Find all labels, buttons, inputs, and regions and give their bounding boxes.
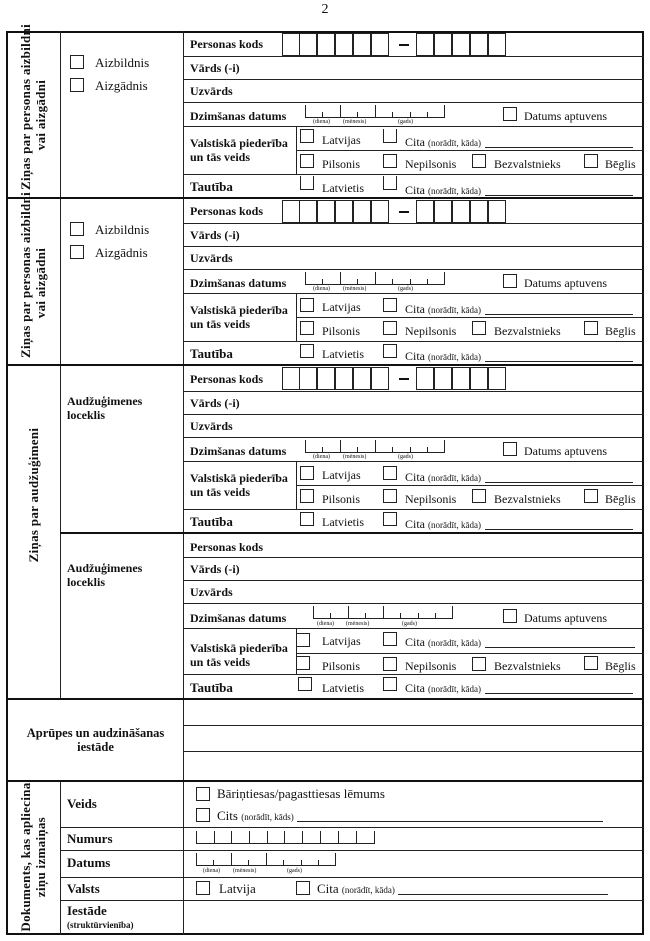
other-doc-type-field[interactable] bbox=[297, 821, 603, 822]
nationality-label: Tautība bbox=[190, 346, 233, 361]
other-nationality-field[interactable] bbox=[485, 195, 633, 196]
trustee-checkbox[interactable] bbox=[70, 245, 84, 259]
surname-label: Uzvārds bbox=[190, 585, 233, 599]
other-citizenship-checkbox[interactable] bbox=[383, 129, 397, 143]
court-decision-label: Bāriņtiesas/pagasttiesas lēmums bbox=[217, 786, 385, 801]
month-hint: (mēnesis) bbox=[343, 454, 367, 460]
surname-field[interactable] bbox=[240, 247, 640, 268]
latvian-citizenship-label: Latvijas bbox=[322, 468, 361, 482]
divider bbox=[60, 780, 61, 935]
nationality-label: Tautība bbox=[190, 680, 233, 695]
latvian-citizenship-checkbox[interactable] bbox=[300, 129, 314, 143]
care-institution-label: Aprūpes un audzināšanas iestāde bbox=[26, 726, 165, 754]
latvian-nationality-checkbox[interactable] bbox=[298, 677, 312, 691]
personal-code-label: Personas kods bbox=[190, 37, 264, 51]
divider bbox=[183, 31, 184, 935]
stateless-checkbox[interactable] bbox=[472, 657, 486, 671]
birth-date-label: Dzimšanas datums bbox=[190, 109, 287, 123]
latvian-nationality-checkbox[interactable] bbox=[300, 176, 314, 190]
other-citizenship-label: Cita (norādīt, kāda) bbox=[405, 635, 481, 649]
country-other-checkbox[interactable] bbox=[296, 881, 310, 895]
doc-institution-field[interactable] bbox=[185, 902, 642, 933]
stateless-checkbox[interactable] bbox=[472, 154, 486, 168]
doc-date-label: Datums bbox=[67, 855, 111, 870]
doc-institution-label: Iestāde (struktūrvienība) bbox=[67, 903, 134, 930]
stateless-label: Bezvalstnieks bbox=[494, 157, 561, 171]
birth-date-input[interactable] bbox=[305, 106, 445, 118]
doc-number-input[interactable] bbox=[196, 832, 375, 844]
non-citizen-checkbox[interactable] bbox=[383, 321, 397, 335]
other-nationality-checkbox[interactable] bbox=[383, 677, 397, 691]
citizenship-label: Valstiskā piederība un tās veids bbox=[190, 471, 288, 499]
month-hint: (mēnesis) bbox=[343, 119, 367, 125]
citizen-label: Pilsonis bbox=[322, 324, 361, 338]
country-other-field[interactable] bbox=[398, 894, 608, 895]
year-hint: (gads) bbox=[402, 621, 417, 627]
latvian-citizenship-label: Latvijas bbox=[322, 133, 361, 147]
other-citizenship-field[interactable] bbox=[485, 314, 633, 315]
birth-date-input[interactable] bbox=[313, 607, 453, 619]
personal-code-label: Personas kods bbox=[190, 540, 264, 554]
other-nationality-checkbox[interactable] bbox=[383, 176, 397, 190]
latvian-nationality-label: Latvietis bbox=[322, 347, 364, 361]
first-names-label: Vārds (-i) bbox=[190, 228, 240, 242]
citizenship-label: Valstiskā piederība un tās veids bbox=[190, 641, 288, 669]
other-nationality-field[interactable] bbox=[485, 529, 633, 530]
doc-type-label: Veids bbox=[67, 796, 97, 811]
country-latvia-checkbox[interactable] bbox=[196, 881, 210, 895]
doc-number-label: Numurs bbox=[67, 831, 113, 846]
day-hint: (diena) bbox=[313, 119, 330, 125]
other-nationality-label: Cita (norādīt, kāda) bbox=[405, 349, 481, 363]
date-approx-checkbox[interactable] bbox=[503, 609, 517, 623]
court-decision-checkbox[interactable] bbox=[196, 787, 210, 801]
other-citizenship-checkbox[interactable] bbox=[383, 466, 397, 480]
day-hint: (diena) bbox=[313, 454, 330, 460]
year-hint: (gads) bbox=[287, 868, 302, 874]
guardian-label: Aizbildnis bbox=[95, 222, 150, 237]
section-divider bbox=[6, 780, 644, 782]
citizen-label: Pilsonis bbox=[322, 157, 361, 171]
other-nationality-checkbox[interactable] bbox=[383, 344, 397, 358]
other-nationality-label: Cita (norādīt, kāda) bbox=[405, 517, 481, 531]
personal-code-label: Personas kods bbox=[190, 372, 264, 386]
citizenship-label: Valstiskā piederība un tās veids bbox=[190, 136, 288, 164]
care-institution-field-3[interactable] bbox=[185, 752, 642, 779]
other-citizenship-checkbox[interactable] bbox=[383, 298, 397, 312]
nationality-label: Tautība bbox=[190, 514, 233, 529]
other-nationality-checkbox[interactable] bbox=[383, 512, 397, 526]
refugee-label: Bēglis bbox=[605, 492, 636, 506]
section-divider bbox=[6, 364, 644, 366]
non-citizen-label: Nepilsonis bbox=[405, 659, 457, 673]
latvian-nationality-label: Latvietis bbox=[322, 681, 364, 695]
page-number: 2 bbox=[321, 2, 329, 17]
latvian-nationality-label: Latvietis bbox=[322, 515, 364, 529]
section-title-foster-family: Ziņas par audžuģimeni bbox=[26, 427, 41, 563]
first-names-field[interactable] bbox=[260, 392, 640, 413]
section-title-guardian-2: Ziņas par personas aizbildni vai aizgādni bbox=[18, 191, 48, 358]
other-citizenship-field[interactable] bbox=[485, 147, 633, 148]
other-doc-type-label: Cits (norādīt, kāds) bbox=[217, 808, 294, 823]
refugee-checkbox[interactable] bbox=[584, 154, 598, 168]
care-institution-field-1[interactable] bbox=[185, 700, 642, 724]
country-latvia-label: Latvija bbox=[219, 881, 256, 896]
trustee-checkbox[interactable] bbox=[70, 78, 84, 92]
non-citizen-label: Nepilsonis bbox=[405, 324, 457, 338]
surname-label: Uzvārds bbox=[190, 84, 233, 98]
doc-date-input[interactable] bbox=[196, 854, 336, 866]
year-hint: (gads) bbox=[398, 286, 413, 292]
refugee-label: Bēglis bbox=[605, 157, 636, 171]
citizen-label: Pilsonis bbox=[322, 492, 361, 506]
other-citizenship-label: Cita (norādīt, kāda) bbox=[405, 470, 481, 484]
foster-member-label: Audžuģimenes loceklis bbox=[67, 561, 143, 589]
birth-date-input[interactable] bbox=[305, 441, 445, 453]
refugee-checkbox[interactable] bbox=[584, 656, 598, 670]
trustee-label: Aizgādnis bbox=[95, 245, 148, 260]
other-nationality-field[interactable] bbox=[485, 693, 633, 694]
birth-date-label: Dzimšanas datums bbox=[190, 611, 287, 625]
trustee-label: Aizgādnis bbox=[95, 78, 148, 93]
foster-member-label: Audžuģimenes loceklis bbox=[67, 394, 143, 422]
year-hint: (gads) bbox=[398, 454, 413, 460]
section-title-guardian-1: Ziņas par personas aizbildni vai aizgādni bbox=[18, 23, 48, 190]
non-citizen-checkbox[interactable] bbox=[383, 657, 397, 671]
country-other-label: Cita (norādīt, kāda) bbox=[317, 881, 395, 896]
other-citizenship-field[interactable] bbox=[485, 482, 633, 483]
day-hint: (diena) bbox=[313, 286, 330, 292]
date-approx-checkbox[interactable] bbox=[503, 274, 517, 288]
citizen-checkbox[interactable] bbox=[300, 154, 314, 168]
personal-code-field[interactable] bbox=[280, 534, 640, 556]
first-names-label: Vārds (-i) bbox=[190, 396, 240, 410]
day-hint: (diena) bbox=[203, 868, 220, 874]
day-hint: (diena) bbox=[317, 621, 334, 627]
latvian-citizenship-checkbox[interactable] bbox=[300, 298, 314, 312]
guardian-checkbox[interactable] bbox=[70, 222, 84, 236]
non-citizen-checkbox[interactable] bbox=[383, 154, 397, 168]
doc-country-label: Valsts bbox=[67, 881, 100, 896]
latvian-citizenship-checkbox[interactable] bbox=[296, 633, 310, 647]
guardian-label: Aizbildnis bbox=[95, 55, 150, 70]
month-hint: (mēnesis) bbox=[346, 621, 370, 627]
refugee-checkbox[interactable] bbox=[584, 321, 598, 335]
date-approx-checkbox[interactable] bbox=[503, 442, 517, 456]
care-institution-field-2[interactable] bbox=[185, 726, 642, 750]
other-nationality-label: Cita (norādīt, kāda) bbox=[405, 681, 481, 695]
latvian-citizenship-checkbox[interactable] bbox=[300, 466, 314, 480]
section-title-document: Dokuments, kas apliecina ziņu izmaiņas bbox=[18, 782, 48, 932]
month-hint: (mēnesis) bbox=[343, 286, 367, 292]
birth-date-label: Dzimšanas datums bbox=[190, 444, 287, 458]
other-nationality-field[interactable] bbox=[485, 361, 633, 362]
birth-date-input[interactable] bbox=[305, 273, 445, 285]
first-names-label: Vārds (-i) bbox=[190, 61, 240, 75]
other-nationality-label: Cita (norādīt, kāda) bbox=[405, 183, 481, 197]
month-hint: (mēnesis) bbox=[233, 868, 257, 874]
latvian-citizenship-label: Latvijas bbox=[322, 634, 361, 648]
first-names-field[interactable] bbox=[260, 224, 640, 245]
stateless-checkbox[interactable] bbox=[472, 489, 486, 503]
other-citizenship-checkbox[interactable] bbox=[383, 632, 397, 646]
citizen-label: Pilsonis bbox=[322, 659, 361, 673]
citizen-checkbox[interactable] bbox=[300, 321, 314, 335]
date-approx-label: Datums aptuvens bbox=[524, 276, 607, 290]
birth-date-label: Dzimšanas datums bbox=[190, 276, 287, 290]
other-doc-type-checkbox[interactable] bbox=[196, 808, 210, 822]
nationality-label: Tautība bbox=[190, 179, 233, 194]
latvian-citizenship-label: Latvijas bbox=[322, 300, 361, 314]
citizenship-label: Valstiskā piederība un tās veids bbox=[190, 303, 288, 331]
citizen-checkbox[interactable] bbox=[300, 489, 314, 503]
latvian-nationality-label: Latvietis bbox=[322, 181, 364, 195]
surname-label: Uzvārds bbox=[190, 251, 233, 265]
surname-label: Uzvārds bbox=[190, 419, 233, 433]
year-hint: (gads) bbox=[398, 119, 413, 125]
stateless-label: Bezvalstnieks bbox=[494, 324, 561, 338]
personal-code-label: Personas kods bbox=[190, 204, 264, 218]
refugee-label: Bēglis bbox=[605, 659, 636, 673]
other-citizenship-label: Cita (norādīt, kāda) bbox=[405, 135, 481, 149]
date-approx-label: Datums aptuvens bbox=[524, 444, 607, 458]
latvian-nationality-checkbox[interactable] bbox=[300, 512, 314, 526]
refugee-label: Bēglis bbox=[605, 324, 636, 338]
non-citizen-label: Nepilsonis bbox=[405, 492, 457, 506]
non-citizen-label: Nepilsonis bbox=[405, 157, 457, 171]
stateless-checkbox[interactable] bbox=[472, 321, 486, 335]
surname-field[interactable] bbox=[240, 80, 640, 101]
first-names-field[interactable] bbox=[260, 57, 640, 78]
section-divider bbox=[6, 197, 644, 199]
guardian-checkbox[interactable] bbox=[70, 55, 84, 69]
latvian-nationality-checkbox[interactable] bbox=[300, 344, 314, 358]
refugee-checkbox[interactable] bbox=[584, 489, 598, 503]
non-citizen-checkbox[interactable] bbox=[383, 489, 397, 503]
date-approx-label: Datums aptuvens bbox=[524, 611, 607, 625]
first-names-label: Vārds (-i) bbox=[190, 562, 240, 576]
other-citizenship-label: Cita (norādīt, kāda) bbox=[405, 302, 481, 316]
surname-field[interactable] bbox=[240, 581, 640, 602]
date-approx-checkbox[interactable] bbox=[503, 107, 517, 121]
citizen-checkbox[interactable] bbox=[296, 656, 310, 670]
first-names-field[interactable] bbox=[260, 558, 640, 579]
stateless-label: Bezvalstnieks bbox=[494, 659, 561, 673]
date-approx-label: Datums aptuvens bbox=[524, 109, 607, 123]
other-citizenship-field[interactable] bbox=[485, 647, 635, 648]
surname-field[interactable] bbox=[240, 415, 640, 436]
stateless-label: Bezvalstnieks bbox=[494, 492, 561, 506]
